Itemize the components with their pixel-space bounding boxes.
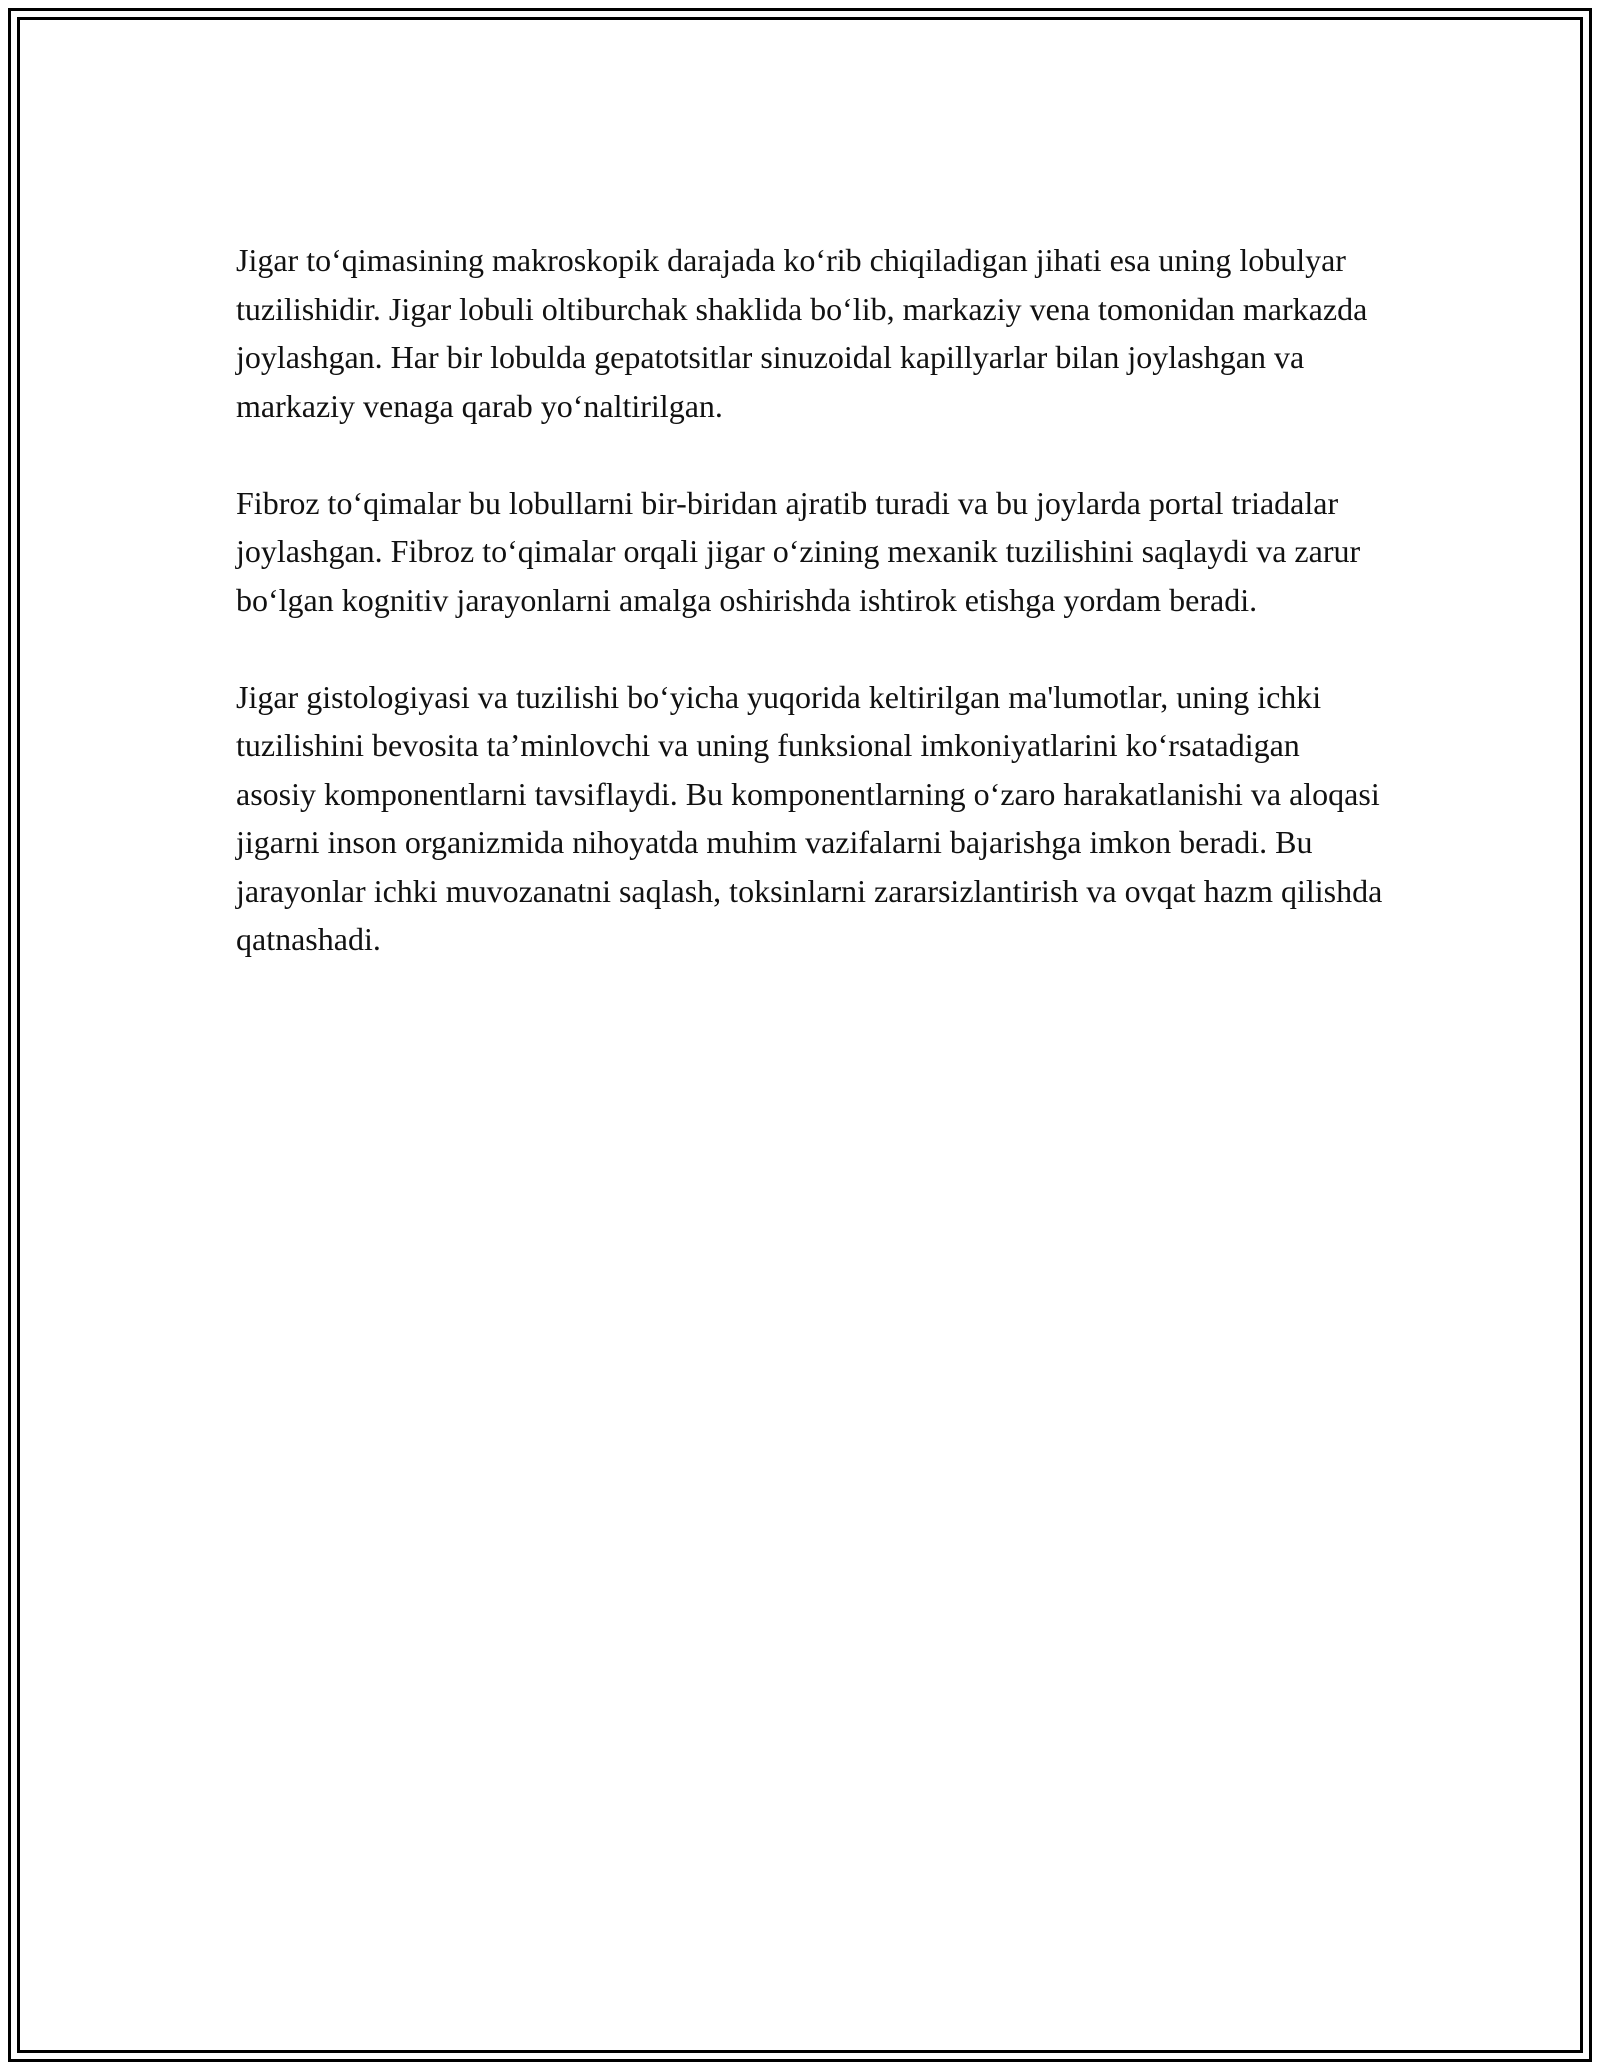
paragraph-1: Jigar to‘qimasining makroskopik darajada ko‘rib chiqiladigan jihati esa uning lobulyar tuzilishidir. Jigar lobuli oltiburchak shaklida bo‘lib, markaziy vena tomonidan markazda joylashgan. Har bir lobulda gepatotsitlar sinuzoidal kapillyarlar bilan joylashgan va markaziy venaga qarab yo‘naltirilgan. xyxy=(236,242,1368,424)
document-body xyxy=(236,236,1386,1012)
paragraph-2: Fibroz to‘qimalar bu lobullarni bir-biridan ajratib turadi va bu joylarda portal triadalar joylashgan. Fibroz to‘qimalar orqali jigar o‘zining mexanik tuzilishini saqlaydi va zarur bo‘lgan kognitiv jarayonlarni amalga oshirishda ishtirok etishga yordam beradi. xyxy=(236,484,1361,618)
paragraph-3: Jigar gistologiyasi va tuzilishi bo‘yicha yuqorida keltirilgan ma'lumotlar, uning ichki tuzilishini bevosita ta’minlovchi va uning funksional imkoniyatlarini ko‘rsatadigan asosiy komponentlarni tavsiflaydi. Bu komponentlarning o‘zaro harakatlanishi va aloqasi jigarni inson organizmida nihoyatda muhim vazifalarni bajarishga imkon beradi. Bu jarayonlar ichki muvozanatni saqlash, toksinlarni zararsizlantirish va ovqat hazm qilishda qatnashadi. xyxy=(236,678,1383,957)
